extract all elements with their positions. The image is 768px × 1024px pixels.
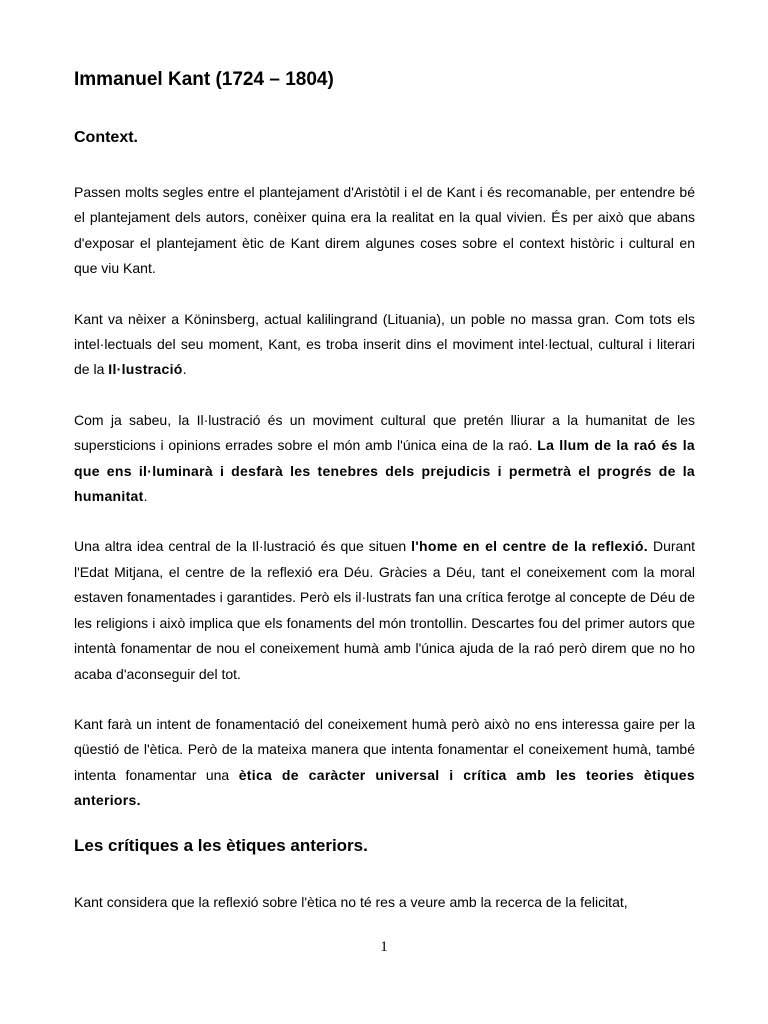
section-heading-critiques: Les crítiques a les ètiques anteriors. (74, 835, 368, 855)
page-number: 1 (380, 939, 388, 955)
section-heading-context: Context. (74, 129, 138, 146)
paragraph-2-bold: Il·lustració (108, 361, 183, 378)
paragraph-4-bold: l'home en el centre de la reflexió. (411, 538, 648, 555)
paragraph-1: Passen molts segles entre el plantejament d'Aristòtil i el de Kant i és recomanable, per entendre bé el plantejament dels autors, conèixer quina era la realitat en la qual vivien. És per això que abans d'exposar el plantejament ètic de Kant direm algunes coses sobre el context històric i cultural en que viu Kant. (74, 184, 695, 277)
paragraph-2 (74, 307, 695, 383)
paragraph-6: Kant considera que la reflexió sobre l'ètica no té res a veure amb la recerca de la felicitat, (74, 893, 628, 910)
paragraph-3 (74, 408, 695, 510)
document-page (74, 66, 695, 915)
paragraph-4-text: Durant l'Edat Mitjana, el centre de la reflexió era Déu. Gràcies a Déu, tant el coneixement com la moral estaven fonamentades i garantides. Però els il·lustrats fan una crítica ferotge al concepte de Déu de les religions i això implica que els fonaments del món trontollin. Descartes fou del primer autors que intentà fonamentar de nou el coneixement humà amb l'única ajuda de la raó però direm que no ho acaba d'aconseguir del tot. (74, 538, 695, 682)
document-title: Immanuel Kant (1724 – 1804) (74, 69, 334, 90)
paragraph-3-bold: La llum de la raó és la que ens il·luminarà i desfarà les tenebres dels prejudicis i permetrà el progrés de la humanitat (74, 437, 696, 505)
paragraph-4 (74, 534, 695, 686)
paragraph-4-start: Una altra idea central de la Il·lustració és que situen (74, 538, 412, 555)
paragraph-3-end: . (143, 488, 148, 505)
paragraph-2-end: . (182, 361, 187, 378)
paragraph-5-text: Kant farà un intent de fonamentació del coneixement humà però això no ens interessa gaire per la qüestió de l'ètica. Però de la mateixa manera que intenta fonamentar el coneixement humà, també intenta fonamentar una (74, 715, 695, 783)
paragraph-2-text: Kant va nèixer a Köninsberg, actual kalilingrand (Lituania), un poble no massa gran. Com tots els intel·lectuals del seu moment, Kant, es troba inserit dins el moviment intel·lectual, cultural i literari de la (74, 310, 695, 378)
paragraph-5-bold: ètica de caràcter universal i crítica amb les teories ètiques anteriors. (74, 766, 695, 809)
paragraph-3-text: Com ja sabeu, la Il·lustració és un moviment cultural que pretén lliurar a la humanitat de les supersticions i opinions errades sobre el món amb l'única eina de la raó. (74, 411, 695, 454)
paragraph-5 (74, 712, 695, 814)
